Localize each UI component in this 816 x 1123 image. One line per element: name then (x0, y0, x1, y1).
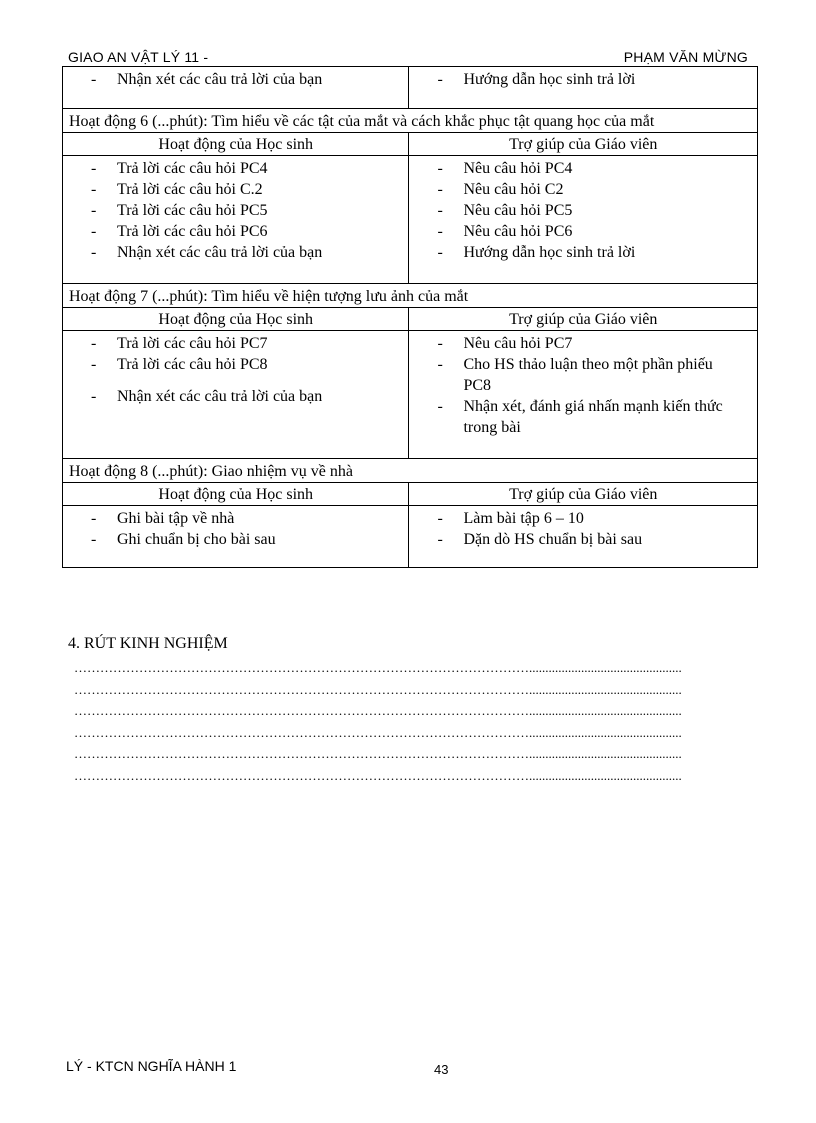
activity8-teacher-cell (409, 506, 758, 568)
dotted-line: ……………………………………………………………………………………………............................................... (74, 767, 682, 783)
activity8-column-headers (63, 483, 758, 506)
activity8-col-student: Hoạt động của Học sinh (63, 483, 409, 506)
header-right: PHẠM VĂN MỪNG (623, 49, 748, 65)
activity8-title: Hoạt động 8 (...phút): Giao nhiệm vụ về nhà (63, 459, 758, 483)
dotted-line: ……………………………………………………………………………………………............................................... (74, 703, 682, 718)
top-student-cell (63, 67, 409, 109)
activity6-student-list (63, 156, 408, 283)
activity7-student-cell (63, 331, 409, 459)
activity6-title-row (63, 109, 758, 133)
experience-lines (74, 657, 746, 786)
list-item: - Nêu câu hỏi PC6 (437, 221, 751, 242)
top-teacher-list (409, 67, 757, 108)
activity7-col-student: Hoạt động của Học sinh (63, 308, 409, 331)
list-item: - Nêu câu hỏi PC4 (437, 158, 751, 179)
activity6-teacher-cell (409, 156, 758, 284)
list-item: - Dặn dò HS chuẩn bị bài sau (437, 529, 751, 550)
activity6-title: Hoạt động 6 (...phút): Tìm hiểu về các tật của mắt và cách khắc phục tật quang học của mắt (63, 109, 758, 133)
page-number: 43 (434, 1062, 449, 1077)
list-item: - Hướng dẫn học sinh trả lời (437, 242, 751, 263)
activity7-body (63, 331, 758, 459)
dotted-line: ……………………………………………………………………………………………............................................... (74, 724, 682, 740)
list-item: - Nêu câu hỏi PC7 (437, 333, 739, 354)
list-item: - Nhận xét, đánh giá nhấn mạnh kiến thức trong bài (437, 396, 739, 438)
activity8-col-teacher: Trợ giúp của Giáo viên (409, 483, 758, 506)
activity6-teacher-list (409, 156, 757, 283)
list-item: - Trả lời các câu hỏi PC8 (91, 354, 402, 375)
activity8-student-list (63, 506, 408, 567)
activity7-title-row (63, 284, 758, 308)
dotted-line: ……………………………………………………………………………………………............................................... (74, 681, 682, 697)
activity7-column-headers (63, 308, 758, 331)
lesson-table (62, 66, 758, 568)
list-item: - Làm bài tập 6 – 10 (437, 508, 751, 529)
top-student-list (63, 67, 408, 108)
list-item: - Nêu câu hỏi PC5 (437, 200, 751, 221)
list-item: - Ghi chuẩn bị cho bài sau (91, 529, 402, 550)
activity7-teacher-cell (409, 331, 758, 459)
dotted-line: ……………………………………………………………………………………………............................................... (74, 660, 682, 675)
list-item: - Nhận xét các câu trả lời của bạn (91, 69, 402, 90)
activity7-student-list (63, 331, 408, 415)
activity6-col-student: Hoạt động của Học sinh (63, 133, 409, 156)
activity6-col-teacher: Trợ giúp của Giáo viên (409, 133, 758, 156)
activity8-body (63, 506, 758, 568)
list-item: - Ghi bài tập về nhà (91, 508, 402, 529)
activity7-col-teacher: Trợ giúp của Giáo viên (409, 308, 758, 331)
activity6-body (63, 156, 758, 284)
activity6-column-headers (63, 133, 758, 156)
activity8-student-cell (63, 506, 409, 568)
list-item: - Hướng dẫn học sinh trả lời (437, 69, 751, 90)
experience-title: 4. RÚT KINH NGHIỆM (68, 635, 228, 652)
footer-school: LÝ - KTCN NGHĨA HÀNH 1 (66, 1058, 237, 1074)
header-left: GIAO AN VẬT LÝ 11 - (68, 49, 209, 65)
list-item: - Trả lời các câu hỏi PC4 (91, 158, 402, 179)
list-item: - Nhận xét các câu trả lời của bạn (91, 386, 402, 407)
activity7-title: Hoạt động 7 (...phút): Tìm hiểu về hiện tượng lưu ảnh của mắt (63, 284, 758, 308)
list-item: - Trả lời các câu hỏi C.2 (91, 179, 402, 200)
activity8-title-row (63, 459, 758, 483)
list-item: - Trả lời các câu hỏi PC6 (91, 221, 402, 242)
list-item: - Trả lời các câu hỏi PC7 (91, 333, 402, 354)
top-teacher-cell (409, 67, 758, 109)
activity8-teacher-list (409, 506, 757, 567)
dotted-line: ……………………………………………………………………………………………............................................... (74, 746, 682, 761)
list-item: - Nêu câu hỏi C2 (437, 179, 751, 200)
list-item: - Trả lời các câu hỏi PC5 (91, 200, 402, 221)
list-item: - Nhận xét các câu trả lời của bạn (91, 242, 402, 263)
list-item: - Cho HS thảo luận theo một phần phiếu PC8 (437, 354, 739, 396)
activity7-teacher-list (409, 331, 757, 458)
activity6-student-cell (63, 156, 409, 284)
top-row (63, 67, 758, 109)
